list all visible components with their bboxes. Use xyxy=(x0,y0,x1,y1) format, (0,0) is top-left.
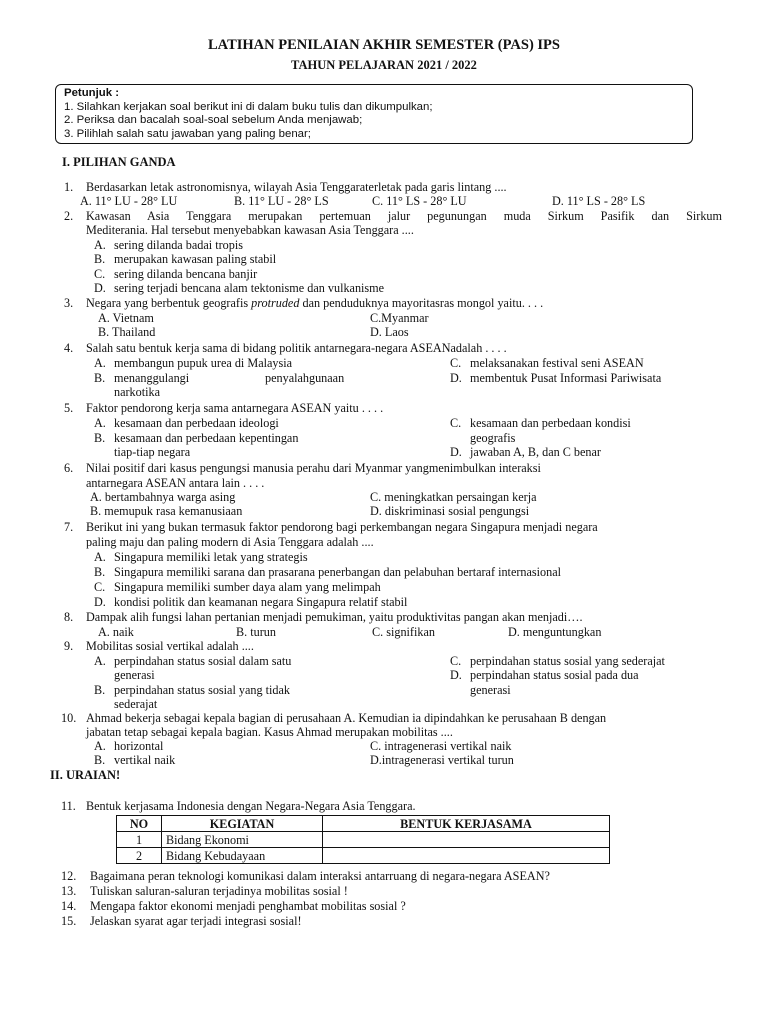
option-d: D.intragenerasi vertikal turun xyxy=(370,753,514,767)
instruction-item: 1. Silahkan kerjakan soal berikut ini di dalam buku tulis dan dikumpulkan; xyxy=(64,100,433,113)
question-number: 15. xyxy=(61,914,77,928)
option-c: C. intragenerasi vertikal naik xyxy=(370,739,512,753)
option-c xyxy=(450,416,631,431)
question-number: 4. xyxy=(64,341,74,355)
option-d xyxy=(94,595,407,610)
table-cell: 1 xyxy=(117,832,162,848)
question-number: 3. xyxy=(64,296,74,310)
option-a xyxy=(94,416,279,431)
question-text: Dampak alih fungsi lahan pertanian menjadi pemukiman, yaitu produktivitas pangan akan menjadi…. xyxy=(86,610,583,624)
option-c: C. signifikan xyxy=(372,625,435,639)
question-number: 11. xyxy=(61,799,76,813)
option-c: C. 11° LS - 28° LU xyxy=(372,194,467,208)
question-text: Salah satu bentuk kerja sama di bidang politik antarnegara-negara ASEANadalah . . . . xyxy=(86,341,507,355)
question-text: Mediterania. Hal tersebut menyebabkan kawasan Asia Tenggara .... xyxy=(86,223,414,237)
option-c: C. meningkatkan persaingan kerja xyxy=(370,490,537,504)
option-text: kesamaan dan perbedaan kepentingan xyxy=(114,431,299,445)
instruction-item: 2. Periksa dan bacalah soal-soal sebelum Anda menjawab; xyxy=(64,114,363,127)
option-letter: B. xyxy=(94,252,106,266)
instructions-box xyxy=(55,84,693,144)
option-b: B. memupuk rasa kemanusiaan xyxy=(90,504,243,518)
option-text: kesamaan dan perbedaan kondisi xyxy=(470,416,631,430)
option-text: kesamaan dan perbedaan ideologi xyxy=(114,416,279,430)
option-letter: D. xyxy=(94,281,106,295)
option-a xyxy=(94,654,291,669)
option-b xyxy=(94,371,189,386)
option-d: D. menguntungkan xyxy=(508,625,602,639)
table-cell: Bidang Ekonomi xyxy=(162,832,323,848)
table-header-row xyxy=(117,816,610,832)
instructions-heading: Petunjuk : xyxy=(64,87,120,99)
question-number: 13. xyxy=(61,884,77,898)
section-essay-heading: II. URAIAN! xyxy=(50,768,121,782)
option-letter: B. xyxy=(94,683,106,697)
option-c xyxy=(94,580,381,595)
option-letter: C. xyxy=(94,580,106,594)
option-text: melaksanakan festival seni ASEAN xyxy=(470,356,644,370)
option-letter: C. xyxy=(450,654,462,668)
question-text: Mobilitas sosial vertikal adalah .... xyxy=(86,639,254,653)
option-letter: A. xyxy=(94,739,106,753)
option-text: perpindahan status sosial yang tidak xyxy=(114,683,291,697)
question-text: Nilai positif dari kasus pengungsi manusia perahu dari Myanmar yangmenimbulkan interaksi xyxy=(86,461,541,475)
table-cell: 2 xyxy=(117,848,162,864)
option-text: jawaban A, B, dan C benar xyxy=(470,445,601,459)
page-subtitle: TAHUN PELAJARAN 2021 / 2022 xyxy=(291,58,477,72)
option-text: perpindahan status sosial yang sederajat xyxy=(470,654,665,668)
option-text: membangun pupuk urea di Malaysia xyxy=(114,356,293,370)
option-text: tiap-tiap negara xyxy=(114,445,191,459)
option-a: A. 11° LU - 28° LU xyxy=(80,194,178,208)
question-text: Bagaimana peran teknologi komunikasi dalam interaksi antarruang di negara-negara ASEAN? xyxy=(90,869,550,883)
question-text-part: Negara yang berbentuk geografis xyxy=(86,296,252,310)
table-cell-answer xyxy=(323,832,610,848)
option-letter: A. xyxy=(94,238,106,252)
question-number: 1. xyxy=(64,180,74,194)
question-number: 10. xyxy=(61,711,77,725)
option-b xyxy=(94,753,175,768)
option-text: narkotika xyxy=(114,385,161,399)
option-a: A. Vietnam xyxy=(98,311,154,325)
option-b: B. Thailand xyxy=(98,325,156,339)
question-text: antarnegara ASEAN antara lain . . . . xyxy=(86,476,265,490)
option-b xyxy=(94,565,561,580)
option-a xyxy=(94,238,243,253)
question-text: paling maju dan paling modern di Asia Tenggara adalah .... xyxy=(86,535,374,549)
table-header: NO xyxy=(117,816,162,832)
option-text: menanggulangi xyxy=(114,371,190,385)
option-c xyxy=(450,654,665,669)
question-text: Jelaskan syarat agar terjadi integrasi sosial! xyxy=(90,914,302,928)
page-title: LATIHAN PENILAIAN AKHIR SEMESTER (PAS) IPS xyxy=(208,37,560,53)
option-letter: D. xyxy=(94,595,106,609)
question-text: Bentuk kerjasama Indonesia dengan Negara-Negara Asia Tenggara. xyxy=(86,799,416,813)
option-text: sering dilanda bencana banjir xyxy=(114,267,258,281)
option-letter: A. xyxy=(94,654,106,668)
option-text: Singapura memiliki sarana dan prasarana penerbangan dan pelabuhan bertaraf internasional xyxy=(114,565,562,579)
option-c xyxy=(450,356,644,371)
option-b: B. 11° LU - 28° LS xyxy=(234,194,329,208)
option-letter: B. xyxy=(94,753,106,767)
option-text: sering dilanda badai tropis xyxy=(114,238,243,252)
option-text: penyalahgunaan xyxy=(265,371,345,385)
question-text: Faktor pendorong kerja sama antarnegara ASEAN yaitu . . . . xyxy=(86,401,384,415)
option-letter: C. xyxy=(450,416,462,430)
option-d xyxy=(450,445,601,460)
option-b xyxy=(94,431,298,446)
option-text: Singapura memiliki letak yang strategis xyxy=(114,550,308,564)
question-number: 8. xyxy=(64,610,74,624)
question-text: Berikut ini yang bukan termasuk faktor pendorong bagi perkembangan negara Singapura menjadi negara xyxy=(86,520,598,534)
option-text: generasi xyxy=(114,668,155,682)
option-letter: D. xyxy=(450,371,462,385)
question-text: Mengapa faktor ekonomi menjadi penghambat mobilitas sosial ? xyxy=(90,899,406,913)
question-number: 12. xyxy=(61,869,77,883)
option-text: sering terjadi bencana alam tektonisme dan vulkanisme xyxy=(114,281,385,295)
question-text-part: dan penduduknya mayoritasras mongol yaitu. . . . xyxy=(299,296,544,310)
question-number: 7. xyxy=(64,520,74,534)
table-cell: Bidang Kebudayaan xyxy=(162,848,323,864)
option-text: sederajat xyxy=(114,697,158,711)
option-letter: A. xyxy=(94,550,106,564)
question-text: Berdasarkan letak astronomisnya, wilayah Asia Tenggaraterletak pada garis lintang .... xyxy=(86,180,507,194)
option-text: perpindahan status sosial pada dua xyxy=(470,668,639,682)
question-number: 5. xyxy=(64,401,74,415)
option-a xyxy=(94,356,292,371)
option-text: horizontal xyxy=(114,739,164,753)
option-letter: C. xyxy=(450,356,462,370)
table-cell-answer xyxy=(323,848,610,864)
option-letter: D. xyxy=(450,445,462,459)
option-d xyxy=(450,371,661,386)
option-a xyxy=(94,550,308,565)
instruction-item: 3. Pilihlah salah satu jawaban yang paling benar; xyxy=(64,127,311,140)
question-number: 14. xyxy=(61,899,77,913)
option-b: B. turun xyxy=(236,625,276,639)
option-letter: B. xyxy=(94,565,106,579)
question-number: 2. xyxy=(64,209,74,223)
option-c: C.Myanmar xyxy=(370,311,429,325)
option-text: kondisi politik dan keamanan negara Singapura relatif stabil xyxy=(114,595,408,609)
option-a xyxy=(94,739,163,754)
option-text: Singapura memiliki sumber daya alam yang melimpah xyxy=(114,580,381,594)
option-d: D. diskriminasi sosial pengungsi xyxy=(370,504,530,518)
option-d xyxy=(94,281,384,296)
option-letter: B. xyxy=(94,371,106,385)
question-number: 6. xyxy=(64,461,74,475)
question-text: Ahmad bekerja sebagai kepala bagian di perusahaan A. Kemudian ia dipindahkan ke perusahaan B dengan xyxy=(86,711,607,725)
option-d: D. 11° LS - 28° LS xyxy=(552,194,646,208)
option-text: membentuk Pusat Informasi Pariwisata xyxy=(470,371,662,385)
option-text: perpindahan status sosial dalam satu xyxy=(114,654,292,668)
question-text: jabatan tetap sebagai kepala bagian. Kasus Ahmad merupakan mobilitas .... xyxy=(86,725,453,739)
option-a: A. naik xyxy=(98,625,134,639)
option-b xyxy=(94,252,276,267)
question-text xyxy=(86,296,543,311)
option-d: D. Laos xyxy=(370,325,409,339)
option-text: vertikal naik xyxy=(114,753,176,767)
option-d xyxy=(450,668,639,683)
option-a: A. bertambahnya warga asing xyxy=(90,490,236,504)
table-header: BENTUK KERJASAMA xyxy=(323,816,610,832)
option-c xyxy=(94,267,257,282)
question-text-italic: protruded xyxy=(251,296,300,310)
table-header: KEGIATAN xyxy=(162,816,323,832)
option-letter: A. xyxy=(94,356,106,370)
option-text: generasi xyxy=(470,683,511,697)
table-row xyxy=(117,848,610,864)
option-text: geografis xyxy=(470,431,516,445)
option-letter: C. xyxy=(94,267,106,281)
option-b xyxy=(94,683,290,698)
option-text: merupakan kawasan paling stabil xyxy=(114,252,277,266)
table-row xyxy=(117,832,610,848)
option-letter: D. xyxy=(450,668,462,682)
option-letter: A. xyxy=(94,416,106,430)
question-text: Kawasan Asia Tenggara merupakan pertemuan jalur pegunungan muda Sirkum Pasifik dan Sirkum xyxy=(86,209,722,223)
question-text: Tuliskan saluran-saluran terjadinya mobilitas sosial ! xyxy=(90,884,348,898)
cooperation-table xyxy=(116,815,610,864)
option-letter: B. xyxy=(94,431,106,445)
question-number: 9. xyxy=(64,639,74,653)
section-multiple-choice-heading: I. PILIHAN GANDA xyxy=(62,155,176,169)
